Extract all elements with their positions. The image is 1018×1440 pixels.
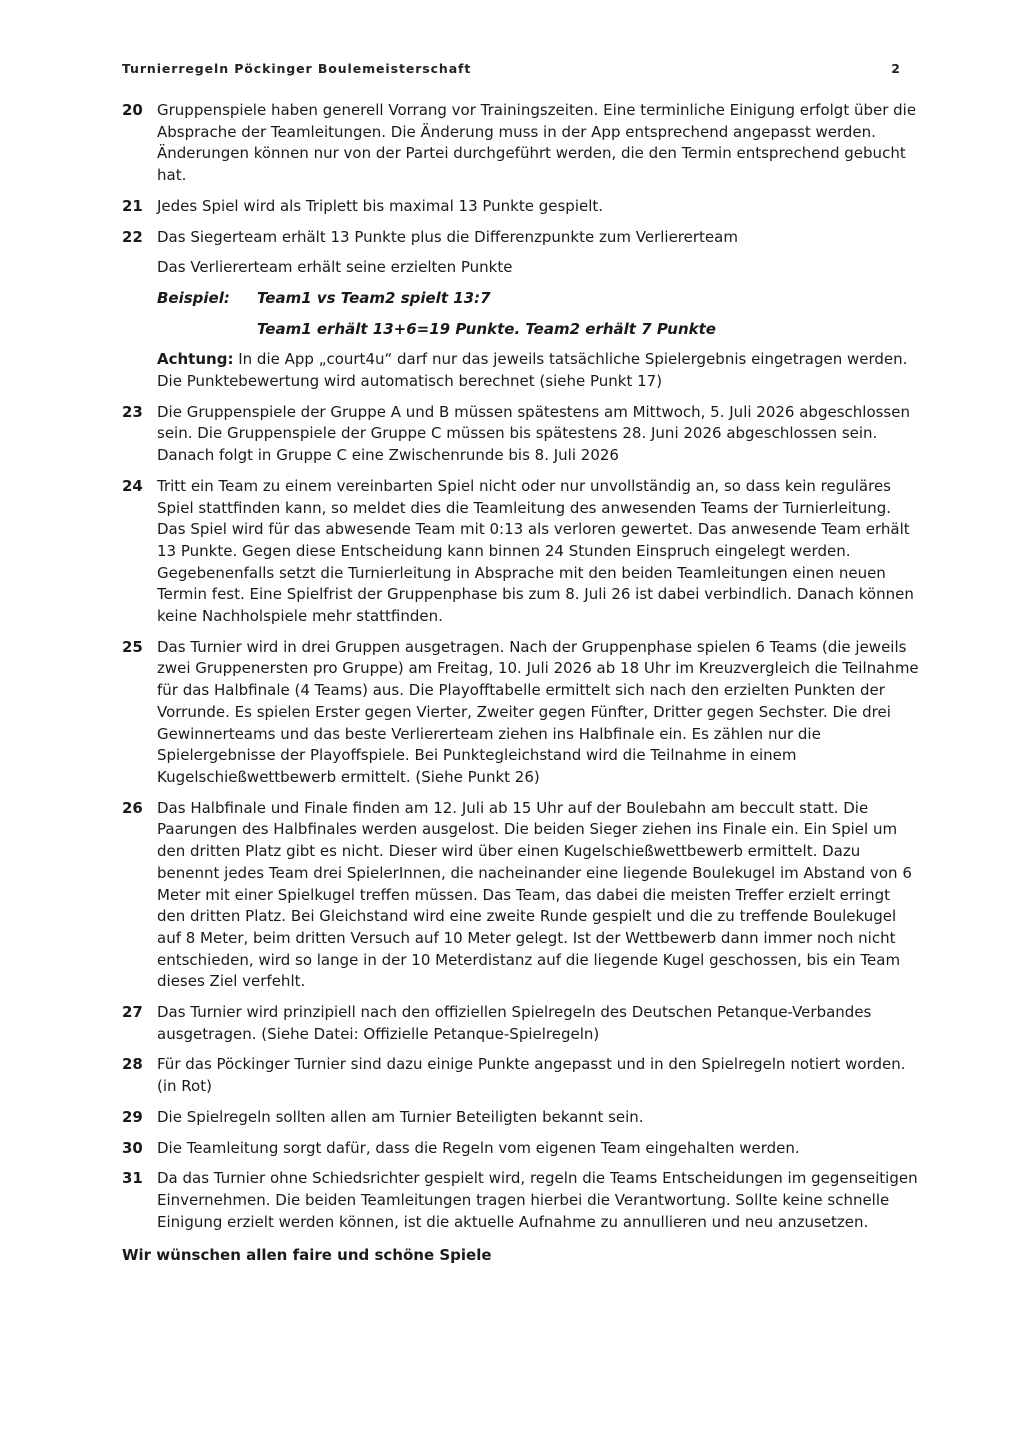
rule-number: 24 xyxy=(122,476,143,495)
rule-item-24 xyxy=(122,476,922,628)
rule-number: 29 xyxy=(122,1107,143,1126)
rule-body xyxy=(157,402,922,467)
rules-list xyxy=(122,100,922,1267)
page-header xyxy=(122,61,900,76)
rule-item-20 xyxy=(122,100,922,187)
rule-item-22 xyxy=(122,227,922,393)
rule-text: Das Halbfinale und Finale finden am 12. Juli ab 15 Uhr auf der Boulebahn am beccult statt. Die Paarungen des Halbfinales werden ausgelost. Die beiden Sieger ziehen ins Finale ein. Ein Spiel um den dritten Platz gibt es nicht. Dieser wird über einen Kugelschießwettbewerb ermittelt. Dazu benennt jedes Team drei SpielerInnen, die nacheinander eine liegende Boulekugel im Abstand von 6 Meter mit einer Spielkugel treffen müssen. Das Team, das dabei die meisten Treffer erzielt erringt den dritten Platz. Bei Gleichstand wird eine zweite Runde gespielt und die zu treffende Boulekugel auf 8 Meter, beim dritten Versuch auf 10 Meter gelegt. Ist der Wettbewerb dann immer noch nicht entschieden, wird so lange in der 10 Meterdistanz auf die liegende Kugel geschossen, bis ein Team dieses Ziel verfehlt. xyxy=(157,798,912,991)
rule-body xyxy=(157,1138,922,1160)
document-title: Turnierregeln Pöckinger Boulemeisterschaft xyxy=(122,61,472,76)
rule-text: Jedes Spiel wird als Triplett bis maximal 13 Punkte gespielt. xyxy=(157,196,604,215)
rule-number: 21 xyxy=(122,196,143,215)
rule-text: Da das Turnier ohne Schiedsrichter gespielt wird, regeln die Teams Entscheidungen im gegenseitigen Einvernehmen. Die beiden Teamleitungen tragen hierbei die Verantwortung. Sollte keine schnelle Einigung erzielt werden können, ist die aktuelle Aufnahme zu annullieren und neu anzusetzen. xyxy=(157,1169,918,1231)
rule-item-26 xyxy=(122,798,922,993)
rule-item-30 xyxy=(122,1138,922,1160)
rule-number: 27 xyxy=(122,1003,143,1022)
closing-line: Wir wünschen allen faire und schöne Spiele xyxy=(122,1246,492,1265)
rule-item-23 xyxy=(122,402,922,467)
rule-text: Das Siegerteam erhält 13 Punkte plus die Differenzpunkte zum Verliererteam xyxy=(157,227,738,246)
rule-body xyxy=(157,1107,922,1129)
rule-body xyxy=(157,476,922,628)
rule-body xyxy=(157,196,922,218)
example-line-2 xyxy=(157,319,922,341)
rule-number: 28 xyxy=(122,1055,143,1074)
note-label: Achtung: xyxy=(157,350,234,369)
rule-number: 25 xyxy=(122,637,143,656)
rule-item-31 xyxy=(122,1168,922,1233)
rule-item-25 xyxy=(122,637,922,789)
rule-item-27 xyxy=(122,1002,922,1045)
rule-body xyxy=(157,798,922,993)
rule-text: Die Gruppenspiele der Gruppe A und B müssen spätestens am Mittwoch, 5. Juli 2026 abgeschlossen sein. Die Gruppenspiele der Gruppe C müssen bis spätestens 28. Juni 2026 abgeschlossen sein. Danach folgt in Gruppe C eine Zwischenrunde bis 8. Juli 2026 xyxy=(157,402,910,465)
example-line-1 xyxy=(157,288,922,310)
rule-body xyxy=(157,1168,922,1233)
rule-text: Das Turnier wird in drei Gruppen ausgetragen. Nach der Gruppenphase spielen 6 Teams (die jeweils zwei Gruppenersten pro Gruppe) am Freitag, 10. Juli 2026 ab 18 Uhr im Kreuzvergleich die Teilnahme für das Halbfinale (4 Teams) aus. Die Playofftabelle ermittelt sich nach den erzielten Punkten der Vorrunde. Es spielen Erster gegen Vierter, Zweiter gegen Fünfter, Dritter gegen Sechster. Die drei Gewinnerteams und das beste Verliererteam ziehen ins Halbfinale ein. Es zählen nur die Spielergebnisse der Playoffspiele. Bei Punktegleichstand wird die Teilnahme in einem Kugelschießwettbewerb ermittelt. (Siehe Punkt 26) xyxy=(157,637,919,786)
rule-text: Das Verliererteam erhält seine erzielten Punkte xyxy=(157,258,513,277)
rule-number: 31 xyxy=(122,1169,143,1188)
rule-body xyxy=(157,227,922,393)
example-label-spacer xyxy=(157,319,257,341)
rule-item-29 xyxy=(122,1107,922,1129)
rule-body xyxy=(157,637,922,789)
example-text: Team1 erhält 13+6=19 Punkte. Team2 erhält 7 Punkte xyxy=(257,319,716,338)
note-text: In die App „court4u“ darf nur das jeweils tatsächliche Spielergebnis eingetragen werden. Die Punktebewertung wird automatisch berechnet (siehe Punkt 17) xyxy=(157,350,908,391)
rule-number: 30 xyxy=(122,1138,143,1157)
page-number: 2 xyxy=(891,61,900,76)
example-text: Team1 vs Team2 spielt 13:7 xyxy=(257,288,491,307)
rule-body xyxy=(157,100,922,187)
example-label: Beispiel: xyxy=(157,288,230,307)
rule-number: 26 xyxy=(122,798,143,817)
rule-text: Für das Pöckinger Turnier sind dazu einige Punkte angepasst und in den Spielregeln notiert worden. (in Rot) xyxy=(157,1055,906,1096)
rule-text: Die Spielregeln sollten allen am Turnier Beteiligten bekannt sein. xyxy=(157,1107,644,1126)
rule-body xyxy=(157,1002,922,1045)
rule-text: Tritt ein Team zu einem vereinbarten Spiel nicht oder nur unvollständig an, so dass kein reguläres Spiel stattfinden kann, so meldet dies die Teamleitung des anwesenden Teams der Turnierleitung. Das Spiel wird für das abwesende Team mit 0:13 als verloren gewertet. Das anwesende Team erhält 13 Punkte. Gegen diese Entscheidung kann binnen 24 Stunden Einspruch eingelegt werden. Gegebenenfalls setzt die Turnierleitung in Absprache mit den beiden Teamleitungen einen neuen Termin fest. Eine Spielfrist der Gruppenphase bis zum 8. Juli 26 ist dabei verbindlich. Danach können keine Nachholspiele mehr stattfinden. xyxy=(157,476,914,626)
rule-item-21 xyxy=(122,196,922,218)
rule-text: Die Teamleitung sorgt dafür, dass die Regeln vom eigenen Team eingehalten werden. xyxy=(157,1138,800,1157)
rule-number: 22 xyxy=(122,227,143,246)
rule-number: 20 xyxy=(122,101,143,119)
rule-number: 23 xyxy=(122,402,143,421)
rule-text: Gruppenspiele haben generell Vorrang vor Trainingszeiten. Eine terminliche Einigung erfolgt über die Absprache der Teamleitungen. Die Änderung muss in der App entsprechend angepasst werden. Änderungen können nur von der Partei durchgeführt werden, die den Termin entsprechend gebucht hat. xyxy=(157,101,917,185)
rule-item-28 xyxy=(122,1054,922,1097)
rule-text: Das Turnier wird prinzipiell nach den offiziellen Spielregeln des Deutschen Petanque-Verbandes ausgetragen. (Siehe Datei: Offizielle Petanque-Spielregeln) xyxy=(157,1003,872,1043)
rule-note xyxy=(157,349,922,392)
rule-body xyxy=(157,1054,922,1097)
